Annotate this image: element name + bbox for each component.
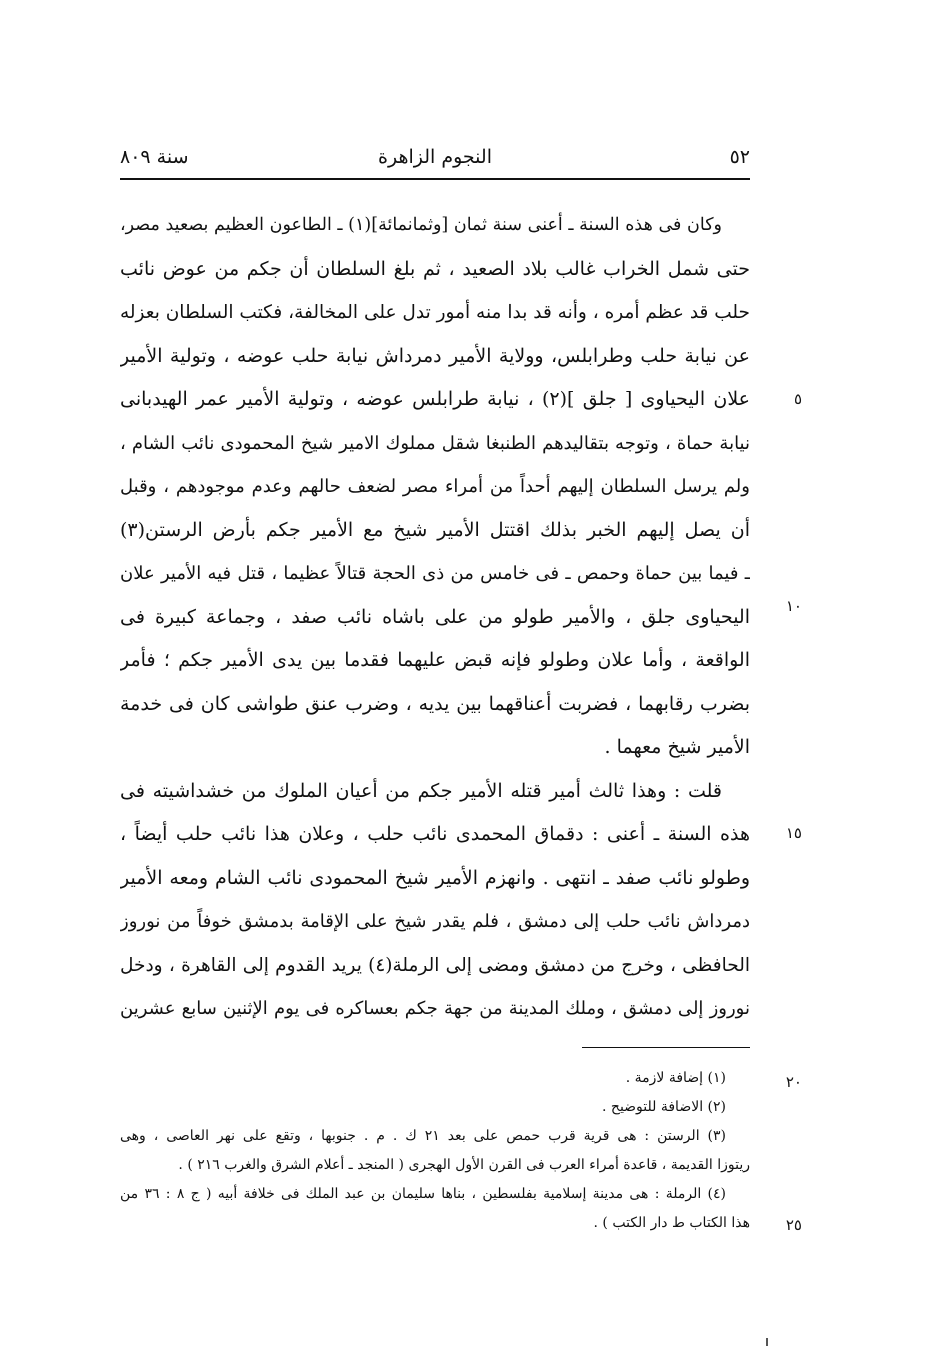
line-number: ٢٥ [785,1216,802,1234]
text-line: بضرب رقابهما ، فضربت أعناقهما بين يديه ، وضرب عنق طواشى كان فى خدمة [120,692,750,715]
text-line: وطولو نائب صفد ـ انتهى . وانهزم الأمير شيخ المحمودى نائب الشام ومعه الأمير [120,866,750,889]
text-line: حتى شمل الخراب غالب بلاد الصعيد ، ثم بلغ السلطان أن جكم من عوض نائب [120,257,750,280]
header-rule [120,178,750,180]
line-number: ٢٠ [785,1073,802,1091]
running-header [120,142,750,176]
text-line: علان اليحياوى [ جلق ](٢) ، نيابة طرابلس عوضه ، وتولية الأمير عمر الهيدبانى [120,388,750,410]
line-number: ١٠ [785,597,802,615]
line-number: ٥ [793,390,802,408]
footnote-continuation: ريتوزا القديمة ، قاعدة أمراء العرب فى القرن الأول الهجرى ( المنجد ـ أعلام الشرق والغرب ٢١٦ ) . [178,1157,750,1173]
text-line: هذه السنة ـ أعنى : دقماق المحمدى نائب حلب ، وعلان هذا نائب حلب أيضاً ، [120,823,750,845]
page-number: ٥٢ [729,146,750,168]
text-line: قلت : وهذا ثالث أمير قتله الأمير جكم من أعيان الملوك من خشداشيته فى [120,779,722,802]
footnote: (٤) الرملة : هى مدينة إسلامية بفلسطين ، بناها سليمان بن عبد الملك فى خلافة أبيه ( ج ٨ : ٣٦ من [120,1186,727,1202]
text-line: حلب قد عظم أمره ، وأنه قد بدا منه أمور تدل على المخالفة، فكتب السلطان بعزله [120,302,750,323]
text-line: أن يصل إليهم الخبر بذلك اقتتل الأمير شيخ مع الأمير جكم بأرض الرستن(٣) [120,518,750,541]
footnote: (٣) الرستن : هى قرية قرب حمص على بعد ٢١ ك . م . جنوبها ، وتقع على نهر العاصى ، وهى [120,1128,726,1144]
text-line: وكان فى هذه السنة ـ أعنى سنة ثمان [وثمانمائة](١) ـ الطاعون العظيم بصعيد مصر، [120,215,722,235]
footnote: (١) إضافة لازمة . [625,1070,726,1086]
text-line: عن نيابة حلب وطرابلس، وولاية الأمير دمرداش نيابة حلب عوضه ، وتولية الأمير [120,344,750,367]
footnote-continuation: هذا الكتاب ط دار الكتب ) . [593,1215,750,1231]
text-line: نيابة حماة ، وتوجه بتقاليدهم الطنبغا شقل مملوك الامير شيخ المحمودى نائب الشام ، [120,432,750,454]
text-line: نوروز إلى دمشق ، وملك المدينة من جهة جكم بعساكره فى يوم الإثنين سابع عشرين [120,998,750,1019]
year-label: سنة ٨٠٩ [120,146,189,168]
text-line: ولم يرسل السلطان إليهم أحداً من أمراء مصر لضعف حالهم وعدم موجودهم ، وقبل [120,476,750,497]
text-line: الواقعة ، وأما علان وطولو فإنه قبض عليهما فقدما بين يدى الأمير جكم ؛ فأمر [120,649,750,671]
footnote-rule [582,1047,750,1048]
scan-mark [766,1338,768,1346]
text-line: الحافظى ، وخرج من دمشق ومضى إلى الرملة(٤) يريد القدوم إلى القاهرة ، ودخل [120,954,750,976]
line-number: ١٥ [785,824,802,842]
text-line: دمرداش نائب حلب إلى دمشق ، فلم يقدر شيخ على الإقامة بدمشق خوفاً من نوروز [120,911,750,932]
footnotes [120,1064,750,1238]
footnote: (٢) الاضافة للتوضيح . [602,1099,726,1115]
main-text [120,204,750,1031]
text-line: ـ فيما بين حماة وحمص ـ فى خامس من ذى الحجة قتالاً عظيما ، قتل فيه الأمير علان [120,563,750,584]
text-line: الأمير شيخ معهما . [604,736,750,758]
book-title: النجوم الزاهرة [378,146,492,168]
text-line: اليحياوى جلق ، والأمير طولو من على باشاه نائب صفد ، وجماعة كبيرة فى [120,605,750,628]
